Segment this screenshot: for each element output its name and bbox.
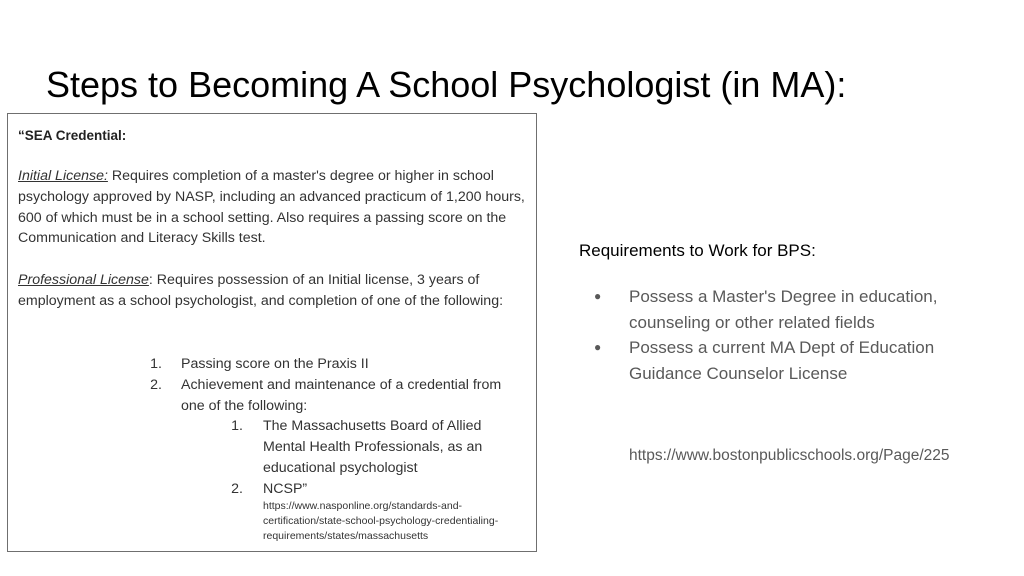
list-item-praxis: Passing score on the Praxis II bbox=[181, 356, 369, 372]
bps-source-link[interactable]: https://www.bostonpublicschools.org/Page/225 bbox=[629, 447, 950, 464]
professional-license-label: Professional License bbox=[18, 272, 149, 288]
sublist-item-board-cont: Mental Health Professionals, as an bbox=[263, 439, 483, 455]
list-number: 1. bbox=[150, 356, 162, 372]
bullet-icon: ● bbox=[594, 340, 602, 354]
bullet-text: counseling or other related fields bbox=[629, 312, 875, 332]
source-url-line: requirements/states/massachusetts bbox=[263, 530, 429, 542]
professional-license-text: : Requires possession of an Initial license, 3 years of employment as a school psychologist, and completion of one of the following: bbox=[18, 272, 504, 309]
sublist-item-board: The Massachusetts Board of Allied bbox=[263, 418, 482, 434]
bps-heading: Requirements to Work for BPS: bbox=[579, 241, 816, 260]
initial-license-label: Initial License: bbox=[18, 168, 108, 184]
list-item-credential-cont: one of the following: bbox=[181, 398, 308, 414]
list-item-credential: Achievement and maintenance of a credential from bbox=[181, 377, 502, 393]
sublist-number: 2. bbox=[231, 481, 243, 497]
initial-license-paragraph bbox=[18, 166, 533, 249]
bps-requirements-list bbox=[594, 284, 1004, 386]
sublist-number: 1. bbox=[231, 418, 243, 434]
bullet-item bbox=[594, 335, 1004, 386]
list-number: 2. bbox=[150, 377, 162, 393]
sublist-item-board-cont: educational psychologist bbox=[263, 460, 418, 476]
initial-license-text: Requires completion of a master's degree or higher in school psychology approved by NASP, including an advanced practicum of 1,200 hours, 600 of which must be in a school setting. Also requires a passing score on the Communication and Literacy Skills test. bbox=[18, 168, 525, 247]
bullet-text: Guidance Counselor License bbox=[629, 363, 848, 383]
bullet-text: Possess a current MA Dept of Education bbox=[629, 338, 935, 357]
bullet-icon: ● bbox=[594, 289, 602, 303]
professional-license-paragraph bbox=[18, 270, 533, 312]
bullet-item bbox=[594, 284, 1004, 335]
slide-title: Steps to Becoming A School Psychologist (in MA): bbox=[46, 64, 847, 105]
sea-heading: “SEA Credential: bbox=[18, 128, 127, 143]
source-url-line: certification/state-school-psychology-credentialing- bbox=[263, 515, 499, 527]
source-url-line: https://www.nasponline.org/standards-and- bbox=[263, 500, 463, 512]
sea-credential-excerpt bbox=[7, 113, 537, 552]
bullet-text: Possess a Master's Degree in education, bbox=[629, 287, 938, 306]
sublist-item-ncsp: NCSP” bbox=[263, 481, 308, 497]
